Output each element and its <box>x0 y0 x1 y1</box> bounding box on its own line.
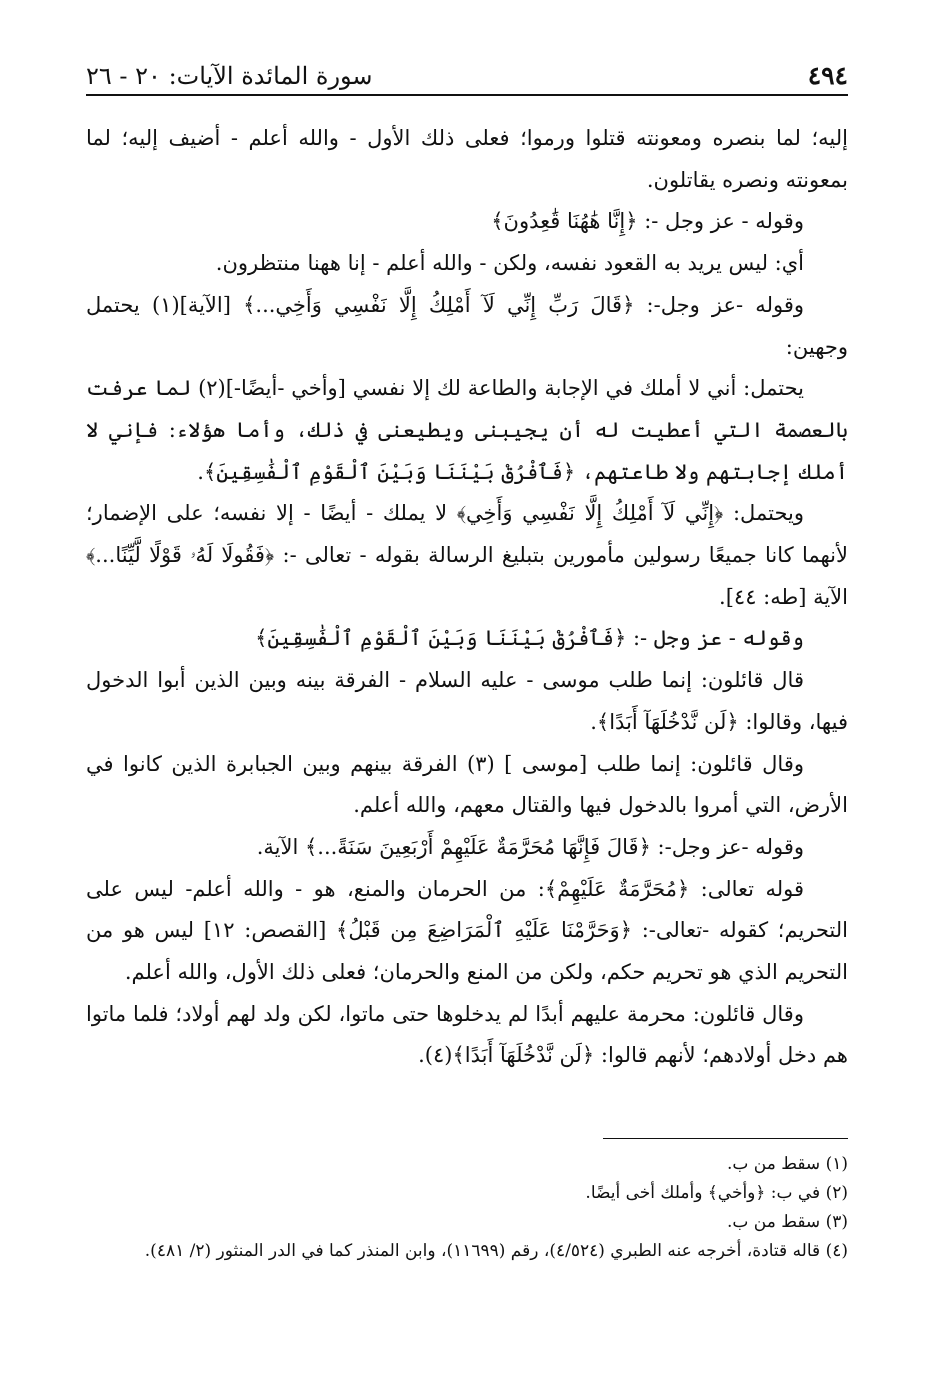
footnote-divider <box>603 1138 848 1139</box>
paragraph: وقوله -عز وجل-: ﴿قَالَ فَإِنَّهَا مُحَرَّمَةٌ عَلَيْهِمْ أَرْبَعِينَ سَنَةً...﴾ الآية. <box>256 834 804 859</box>
paragraph: إليه؛ لما بنصره ومعونته قتلوا ورموا؛ فعلى ذلك الأول - والله أعلم - أضيف إليه؛ لما بمعونته ونصره يقاتلون. <box>86 126 848 192</box>
footnote: (١) سقط من ب. <box>726 1154 848 1174</box>
paragraph: وقوله -عز وجل-: ﴿قَالَ رَبِّ إِنِّي لَآ أَمْلِكُ إِلَّا نَفْسِي وَأَخِي...﴾ [الآية](١) يحتمل وجهين: <box>86 292 848 359</box>
paragraph: قوله تعالى: ﴿مُحَرَّمَةٌ عَلَيْهِمْ﴾: من الحرمان والمنع، هو - والله أعلم- ليس على التحريم؛ كقوله -تعالى-: ﴿وَحَرَّمْنَا عَلَيْهِ ٱلْمَرَاضِعَ مِن قَبْلُ﴾ [القصص: ١٢] ليس هو من التحريم الذي هو تحريم حكم، ولكن من المنع والحرمان؛ فعلى ذلك الأول، والله أعلم. <box>86 876 849 985</box>
main-text <box>86 118 848 1077</box>
paragraph: يحتمل: أني لا أملك في الإجابة والطاعة لك إلا نفسي [وأخي -أيضًا-](٢) لما عرفت بالعصمة التي أعطيت له أن يجيبنى ويطيعنى في ذلك، وأما هؤلاء: فإني لا أملك إجابتهم ولا طاعتهم، ﴿فَٱفْرُقْ بَيْنَنَا وَبَيْنَ ٱلْقَوْمِ ٱلْفَٰسِقِينَ﴾. <box>86 376 848 484</box>
footnote: (٣) سقط من ب. <box>726 1212 848 1232</box>
paragraph: أي: ليس يريد به القعود نفسه، ولكن - والله أعلم - إنا ههنا منتظرون. <box>215 251 804 276</box>
running-head: سورة المائدة الآيات: ٢٠ - ٢٦ <box>86 62 373 90</box>
footnotes <box>86 1150 848 1266</box>
footnote: (٤) قاله قتادة، أخرجه عنه الطبري (٤/٥٢٤)، رقم (١١٦٩٩)، وابن المنذر كما في الدر المنثور (٢/ ٤٨١). <box>144 1241 848 1261</box>
paragraph: وقال قائلون: محرمة عليهم أبدًا لم يدخلوها حتى ماتوا، لكن ولد لهم أولاد؛ فلما ماتوا هم دخل أولادهم؛ لأنهم قالوا: ﴿لَن نَّدْخُلَهَآ أَبَدًا﴾(٤). <box>86 1001 848 1068</box>
page-header <box>86 50 848 96</box>
paragraph: وقال قائلون: إنما طلب [موسى ] (٣) الفرقة بينهم وبين الجبابرة الذين كانوا في الأرض، التي أمروا بالدخول فيها والقتال معهم، والله أعلم. <box>86 751 848 818</box>
footnote: (٢) في ب: ﴿وأخي﴾ وأملك أخى أيضًا. <box>585 1183 848 1203</box>
paragraph: ويحتمل: ﴿إِنِّي لَآ أَمْلِكُ إِلَّا نَفْسِي وَأَخِي﴾ لا يملك - أيضًا - إلا نفسه؛ على الإضمار؛ لأنهما كانا جميعًا رسولين مأمورين بتبليغ الرسالة بقوله - تعالى -: ﴿فَقُولَا لَهُۥ قَوْلًا لَّيِّنًا...﴾ الآية [طه: ٤٤]. <box>86 501 848 609</box>
paragraph: قال قائلون: إنما طلب موسى - عليه السلام - الفرقة بينه وبين الذين أبوا الدخول فيها، وقالوا: ﴿لَن نَّدْخُلَهَآ أَبَدًا﴾. <box>86 668 848 734</box>
page-number: ٤٩٤ <box>807 61 848 90</box>
paragraph: وقوله - عز وجل -: ﴿فَٱفْرُقْ بَيْنَنَا وَبَيْنَ ٱلْقَوْمِ ٱلْفَٰسِقِينَ﴾ <box>255 626 804 651</box>
paragraph: وقوله - عز وجل -: ﴿إِنَّا هَٰهُنَا قَٰعِدُونَ﴾ <box>491 209 804 234</box>
